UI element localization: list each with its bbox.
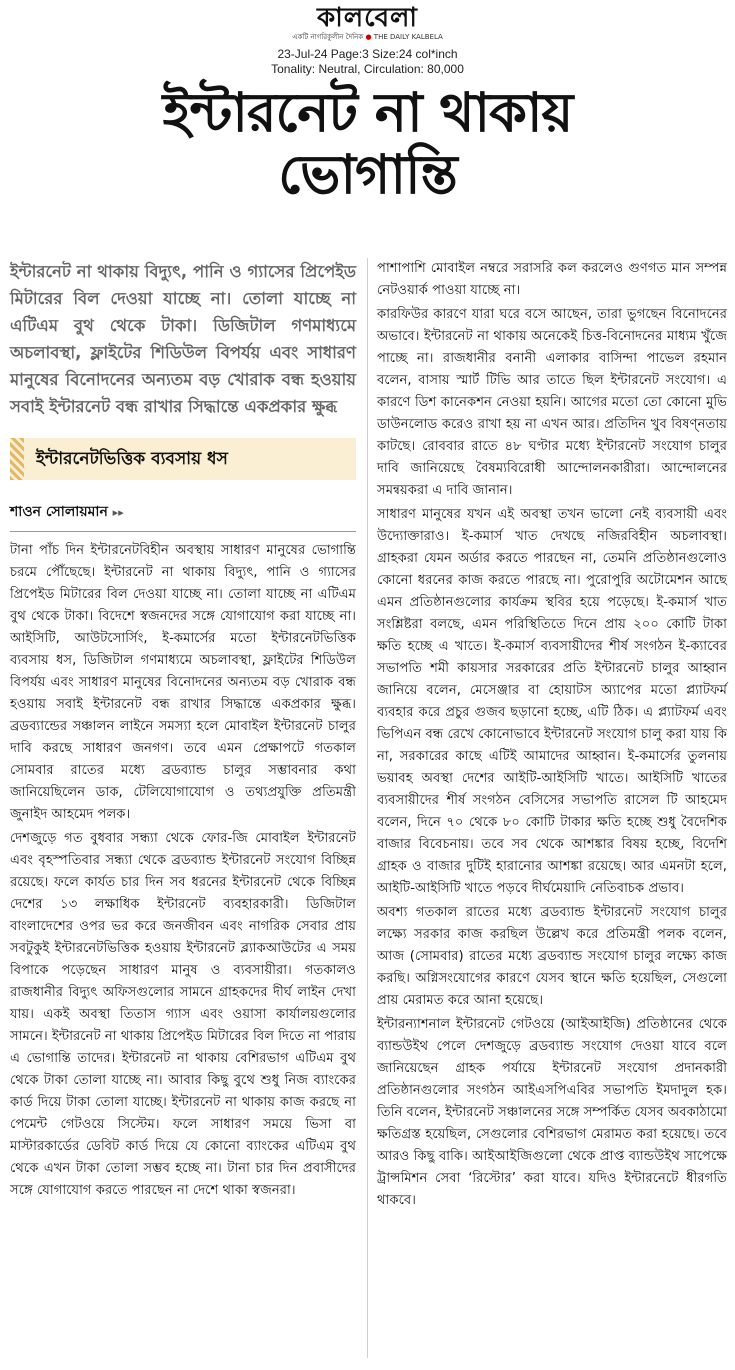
intro-summary: ইন্টারনেট না থাকায় বিদ্যুৎ, পানি ও গ্যাসের প্রিপেইড মিটারের বিল দেওয়া যাচ্ছে না। তোলা যাচ্ছে না এটিএম বুথ থেকে টাকা। ডিজিটাল গণমাধ্যমে অচলাবস্থা, ফ্লাইটের শিডিউল বিপর্যয় এবং সাধারণ মানুষের বিনোদনের অন্যতম বড় খোরাক বন্ধ হওয়ায় সবাই ইন্টারনেট বন্ধ রাখার সিদ্ধান্তে একপ্রকার ক্ষুব্ধ: [10, 262, 356, 416]
subheading-pattern-icon: [10, 438, 24, 480]
newspaper-logo: কালবেলা: [317, 3, 418, 33]
subheading-text: ইন্টারনেটভিত্তিক ব্যবসায় ধস: [36, 449, 228, 469]
masthead-tagline: [0, 33, 735, 42]
body-paragraph: কারফিউর কারণে যারা ঘরে বসে আছেন, তারা ভুগছেন বিনোদনের অভাবে। ইন্টারনেট না থাকায় অনেকেই চিত্ত-বিনোদনের মাধ্যম খুঁজে পাচ্ছে না। রাজধানীর বনানী এলাকার বাসিন্দা পাভেল রহমান বলেন, বাসায় স্মার্ট টিভি আর তাতে ছিল ইন্টারনেট সংযোগ। এ কারণে ডিশ কানেকশন নেওয়া হয়নি। আগের মতো তো কোনো মুভি ডাউনলোড করেও রাখা হয় না এখন আর। প্রতিদিন খুব বিষণ্নতায় কাটছে। রোববার রাতে ৪৮ ঘণ্টার মধ্যে ইন্টারনেট সংযোগ চালুর দাবি জানিয়েছে বৈষম্যবিরোধী আন্দোলনকারীরা। আন্দোলনের সমন্বয়করা এ দাবি জানান।: [377, 307, 727, 498]
body-paragraph: দেশজুড়ে গত বুধবার সন্ধ্যা থেকে ফোর-জি মোবাইল ইন্টারনেট এবং বৃহস্পতিবার সন্ধ্যা থেকে ব্রডব্যান্ড ইন্টারনেট সংযোগ বিচ্ছিন্ন রয়েছে। ফলে কার্যত চার দিন সব ধরনের ইন্টারনেট থেকে বিচ্ছিন্ন দেশের ১৩ লক্ষাধিক ইন্টারনেট ব্যবহারকারী। ডিজিটাল বাংলাদেশের ওপর ভর করে জনজীবন এবং নাগরিক সেবার প্রায় সবটুকুই ইন্টারনেটভিত্তিক হওয়ায় ইন্টারনেট ব্ল্যাকআউটের এ সময় বিপাকে পড়েছেন সাধারণ মানুষ ও ব্যবসায়ীরা। গতকালও রাজধানীর বিদ্যুৎ অফিসগুলোর সামনে গ্রাহকদের দীর্ঘ লাইন দেখা যায়। একই অবস্থা তিতাস গ্যাস এবং ওয়াসা কার্যালয়গুলোর সামনে। ইন্টারনেট না থাকায় প্রিপেইড মিটারের বিল দিতে না পারায় এ ভোগান্তি তাদের। ইন্টারনেট না থাকায় বেশিরভাগ এটিএম বুথ থেকে টাকা তোলা যাচ্ছে না। আবার কিছু বুথে শুধু নিজ ব্যাংকের কার্ড দিয়ে টাকা তোলা যাচ্ছে। ইন্টারনেট না থাকায় কাজ করছে না পেমেন্ট গেটওয়ে সিস্টেম। ফলে সাধারণ সময়ে ভিসা বা মাস্টারকার্ডের ডেবিট কার্ড দিয়ে যে কোনো ব্যাংকের এটিএম বুথ থেকে এখন টাকা তোলা সম্ভব হচ্ছে না। টানা চার দিন প্রবাসীদের সঙ্গে যোগাযোগ করতে পারছেন না দেশে থাকা স্বজনরা।: [10, 831, 356, 1198]
body-paragraph: অবশ্য গতকাল রাতের মধ্যে ব্রডব্যান্ড ইন্টারনেট সংযোগ চালুর লক্ষ্যে সরকার কাজ করছিল উল্লেখ করে প্রতিমন্ত্রী পলক বলেন, আজ (সোমবার) রাতের মধ্যে ব্রডব্যান্ড সংযোগ চালুর লক্ষ্যে কাজ করছি। অগ্নিসংযোগের কারণে যেসব স্থানে ক্ষতি হয়েছিল, সেগুলো প্রায় মেরামত করে আনা হয়েছে।: [377, 905, 727, 1008]
column-divider: [367, 258, 368, 1358]
headline-line-2: ভোগান্তি: [278, 143, 457, 206]
clipping-meta: [0, 47, 735, 77]
tagline-english: THE DAILY KALBELA: [373, 33, 443, 41]
body-paragraph: টানা পাঁচ দিন ইন্টারনেটবিহীন অবস্থায় সাধারণ মানুষের ভোগান্তি চরমে পৌঁছেছে। ইন্টারনেট না থাকায় বিদ্যুৎ, পানি ও গ্যাসের প্রিপেইড মিটারের বিল দেওয়া যাচ্ছে না। তোলা যাচ্ছে না এটিএম বুথ থেকে টাকা। বিদেশে স্বজনদের সঙ্গে যোগাযোগ করা যাচ্ছে না। আইসিটি, আউটসোর্সিং, ই-কমার্সের মতো ইন্টারনেটভিত্তিক ব্যবসায় ধস, ডিজিটাল গণমাধ্যমে অচলাবস্থা, ফ্লাইটের শিডিউল বিপর্যয় এবং সাধারণ মানুষের বিনোদনের অন্যতম বড় খোরাক বন্ধ হওয়ায় সবাই ইন্টারনেট বন্ধ রাখার সিদ্ধান্তে একপ্রকার ক্ষুব্ধ। ব্রডব্যান্ডের সঞ্চালন লাইনে সমস্যা হলে মোবাইল ইন্টারনেট চালুর দাবি করছে সাধারণ জনগণ। তবে এমন প্রেক্ষাপটে গতকাল সোমবার রাতের মধ্যে ব্রডব্যান্ড চালুর সম্ভাবনার কথা জানিয়েছিলেন ডাক, টেলিযোগাযোগ ও তথ্যপ্রযুক্তি প্রতিমন্ত্রী জুনাইদ আহমেদ পলক।: [10, 543, 356, 822]
byline: [10, 502, 356, 532]
tagline-dot-icon: ●: [365, 33, 372, 41]
right-column: [377, 258, 727, 1214]
masthead: [0, 4, 735, 42]
body-paragraph: সাধারণ মানুষের যখন এই অবস্থা তখন ভালো নেই ব্যবসায়ী এবং উদ্যোক্তারাও। ই-কমার্স খাত দেখছে নজিরবিহীন অচলাবস্থা। গ্রাহকরা যেমন অর্ডার করতে পারছেন না, তেমনি প্রতিষ্ঠানগুলোও কোনো ধরনের কাজ করতে পারছে না। পুরোপুরি অটোমেশন আছে এমন প্রতিষ্ঠানগুলোর কার্যক্রম স্থবির হয়ে পড়েছে। ই-কমার্স খাত সংশ্লিষ্টরা বলছে, এমন পরিস্থিতিতে দিনে প্রায় ২০০ কোটি টাকা ক্ষতি হচ্ছে এ খাতে। ই-কমার্স ব্যবসায়ীদের শীর্ষ সংগঠন ই-ক্যাবের সভাপতি শমী কায়সার সরকারের প্রতি ইন্টারনেট চালুর আহ্বান জানিয়ে বলেন, মেসেঞ্জার বা হোয়াটস অ্যাপের মতো প্ল্যাটফর্ম ব্যবহার করে প্রচুর গুজব ছড়ানো হচ্ছে, এটি ঠিক। এ প্ল্যাটফর্ম এবং ভিপিএন বন্ধ রেখে কোনোভাবে ইন্টারনেট সংযোগ চালু করা যায় কি না, সরকারের কাছে এটিই আমাদের আহ্বান। ই-কমার্সের তুলনায় ভয়াবহ অবস্থা দেশের আইটি-আইসিটি খাতে। আইসিটি খাতের ব্যবসায়ীদের শীর্ষ সংগঠন বেসিসের সভাপতি রাসেল টি আহমেদ বলেন, দিনে ৭০ থেকে ৮০ কোটি টাকার ক্ষতি হচ্ছে শুধু বৈদেশিক বাজার বিবেচনায়। তবে সব থেকে আশঙ্কার বিষয় হচ্ছে, বিদেশি গ্রাহক ও বাজার দুটিই হারানোর আশঙ্কা রয়েছে। আর এমনটা হলে, আইটি-আইসিটি খাতে পড়বে দীর্ঘমেয়াদি নেতিবাচক প্রভাব।: [377, 507, 727, 896]
headline: [0, 82, 735, 206]
body-paragraph: পাশাপাশি মোবাইল নম্বরে সরাসরি কল করলেও গুণগত মান সম্পন্ন নেটওয়ার্ক পাওয়া যাচ্ছে না।: [377, 261, 727, 298]
meta-tonality-circulation: Tonality: Neutral, Circulation: 80,000: [271, 62, 464, 76]
tagline-bangla: একটি নাগরিকুলীন দৈনিক: [292, 33, 364, 41]
author-name: শাওন সোলায়মান: [10, 504, 108, 520]
subheading-box: [10, 438, 356, 480]
headline-line-1: ইন্টারনেট না থাকায়: [162, 81, 573, 144]
body-paragraph: ইন্টারন্যাশনাল ইন্টারনেট গেটওয়ে (আইআইজি) প্রতিষ্ঠানের থেকে ব্যান্ডউইথ পেলে দেশজুড়ে ব্রডব্যান্ড সংযোগ দেওয়া যাবে বলে জানিয়েছেন গ্রাহক পর্যায়ে ইন্টারনেট সংযোগ প্রদানকারী প্রতিষ্ঠানগুলোর সংগঠন আইএসপিএবির সভাপতি ইমদাদুল হক। তিনি বলেন, ইন্টারনেট সঞ্চালনের সঙ্গে সম্পর্কিত যেসব অবকাঠামো ক্ষতিগ্রস্ত হয়েছিল, সেগুলোর বেশিরভাগ মেরামত করা হয়েছে। তবে আরও কিছু বাকি। আইআইজিগুলো থেকে প্রাপ্ত ব্যান্ডউইথ সাপেক্ষে ট্রান্সমিশন সেবা ‘রিস্টোর’ করা যাবে। যদিও ইন্টারনেটে ধীরগতি থাকবে।: [377, 1017, 727, 1208]
left-column: [10, 258, 356, 1204]
meta-date-page-size: 23-Jul-24 Page:3 Size:24 col*inch: [277, 47, 458, 61]
byline-arrow-icon: ▸▸: [112, 506, 124, 519]
